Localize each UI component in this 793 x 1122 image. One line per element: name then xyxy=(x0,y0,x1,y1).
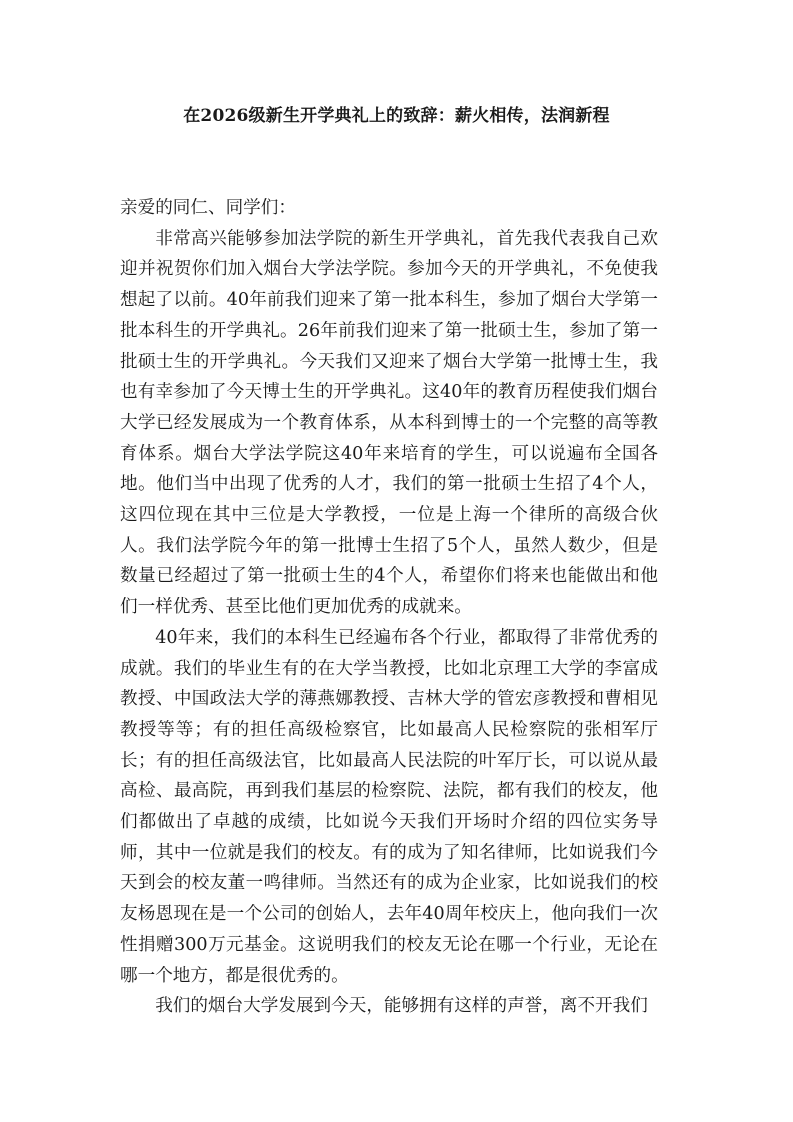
paragraph-1: 非常高兴能够参加法学院的新生开学典礼，首先我代表我自己欢迎并祝贺你们加入烟台大学法学院。参加今天的开学典礼，不免使我想起了以前。40年前我们迎来了第一批本科生，参加了烟台大学第一批本科生的开学典礼。26年前我们迎来了第一批硕士生，参加了第一批硕士生的开学典礼。今天我们又迎来了烟台大学第一批博士生，我也有幸参加了今天博士生的开学典礼。这40年的教育历程使我们烟台大学已经发展成为一个教育体系，从本科到博士的一个完整的高等教育体系。烟台大学法学院这40年来培育的学生，可以说遍布全国各地。他们当中出现了优秀的人才，我们的第一批硕士生招了4个人，这四位现在其中三位是大学教授，一位是上海一个律所的高级合伙人。我们法学院今年的第一批博士生招了5个人，虽然人数少，但是数量已经超过了第一批硕士生的4个人，希望你们将来也能做出和他们一样优秀、甚至比他们更加优秀的成就来。 xyxy=(120,228,658,618)
document-body xyxy=(120,193,658,1022)
salutation: 亲爱的同仁、同学们： xyxy=(120,198,296,218)
paragraph-3: 我们的烟台大学发展到今天，能够拥有这样的声誉，离不开我们 xyxy=(155,996,648,1017)
document-title: 在2026级新生开学典礼上的致辞：薪火相传，法润新程 xyxy=(183,106,610,126)
paragraph-2: 40年来，我们的本科生已经遍布各个行业，都取得了非常优秀的成就。我们的毕业生有的在大学当教授，比如北京理工大学的李富成教授、中国政法大学的薄燕娜教授、吉林大学的管宏彦教授和曹相见教授等等；有的担任高级检察官，比如最高人民检察院的张相军厅长；有的担任高级法官，比如最高人民法院的叶军厅长，可以说从最高检、最高院，再到我们基层的检察院、法院，都有我们的校友，他们都做出了卓越的成绩，比如说今天我们开场时介绍的四位实务导师，其中一位就是我们的校友。有的成为了知名律师，比如说我们今天到会的校友董一鸣律师。当然还有的成为企业家，比如说我们的校友杨恩现在是一个公司的创始人，去年40周年校庆上，他向我们一次性捐赠300万元基金。这说明我们的校友无论在哪一个行业，无论在哪一个地方，都是很优秀的。 xyxy=(120,627,658,986)
